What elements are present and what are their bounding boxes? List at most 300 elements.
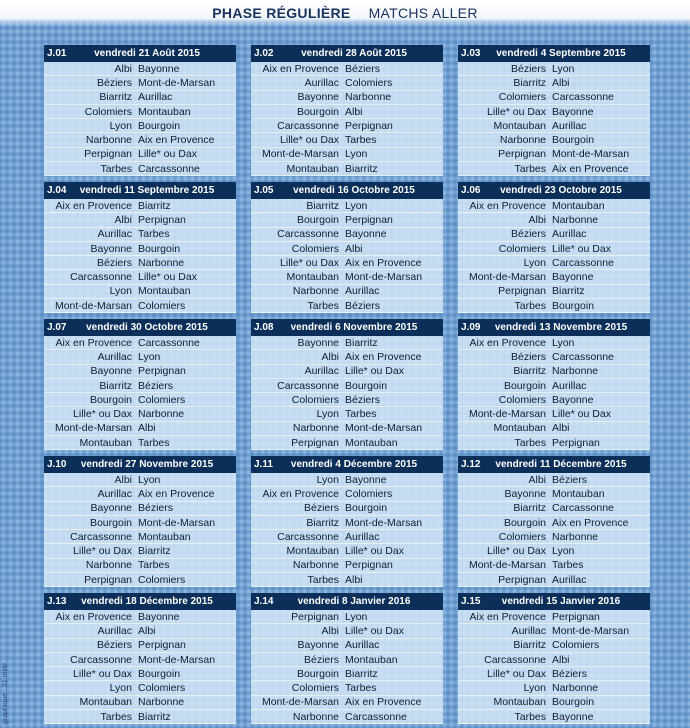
away-team: Mont-de-Marsan: [345, 271, 423, 284]
home-team: Bayonne: [297, 336, 339, 349]
away-team: Lyon: [345, 148, 368, 161]
round-header: [458, 319, 650, 336]
match-row: [458, 285, 650, 299]
round-header: [251, 45, 443, 62]
round-card: [44, 593, 236, 723]
match-row: [458, 544, 650, 558]
home-team: Bayonne: [90, 365, 132, 378]
home-team: Bourgoin: [503, 379, 546, 392]
away-team: Biarritz: [345, 667, 378, 680]
away-team: Perpignan: [345, 119, 393, 132]
home-team: Colomiers: [498, 91, 546, 104]
home-team: Mont-de-Marsan: [54, 422, 132, 435]
away-team: Carcassonne: [138, 162, 200, 175]
away-team: Biarritz: [138, 545, 171, 558]
match-row: [44, 473, 236, 487]
home-team: Bourgoin: [503, 516, 546, 529]
away-team: Biarritz: [345, 162, 378, 175]
home-team: Lille* ou Dax: [487, 545, 546, 558]
match-row: [458, 487, 650, 501]
away-team: Perpignan: [552, 436, 600, 449]
home-team: Mont-de-Marsan: [468, 559, 546, 572]
page-subtitle: MATCHS ALLER: [368, 5, 478, 21]
away-team: Lyon: [552, 336, 575, 349]
round-header: [44, 319, 236, 336]
away-team: Albi: [345, 573, 363, 586]
home-team: Béziers: [96, 639, 132, 652]
match-row: [44, 653, 236, 667]
match-row: [44, 62, 236, 76]
match-row: [458, 502, 650, 516]
round-number: J.10: [47, 459, 67, 470]
round-date: vendredi 11 Décembre 2015: [495, 459, 627, 470]
away-team: Carcassonne: [138, 336, 200, 349]
home-team: Aix en Provence: [469, 610, 546, 623]
away-team: Aurillac: [345, 285, 380, 298]
away-team: Narbonne: [552, 530, 599, 543]
match-row: [251, 559, 443, 573]
away-team: Aix en Provence: [345, 350, 422, 363]
match-row: [458, 573, 650, 587]
away-team: Perpignan: [345, 559, 393, 572]
away-team: Carcassonne: [552, 256, 614, 269]
round-number: J.07: [47, 322, 67, 333]
round-card: [251, 456, 443, 586]
match-row: [251, 379, 443, 393]
home-team: Mont-de-Marsan: [261, 148, 339, 161]
away-team: Colomiers: [138, 682, 186, 695]
home-team: Biarritz: [513, 502, 546, 515]
home-team: Bayonne: [504, 487, 546, 500]
match-row: [251, 639, 443, 653]
away-team: Béziers: [552, 473, 588, 486]
match-row: [251, 696, 443, 710]
round-card: [44, 319, 236, 449]
home-team: Aurillac: [97, 228, 132, 241]
match-row: [44, 76, 236, 90]
match-row: [458, 639, 650, 653]
match-row: [44, 299, 236, 313]
away-team: Bayonne: [552, 105, 594, 118]
away-team: Lyon: [345, 199, 368, 212]
match-row: [44, 228, 236, 242]
home-team: Lyon: [316, 408, 339, 421]
away-team: Perpignan: [138, 639, 186, 652]
home-team: Albi: [528, 473, 546, 486]
match-row: [458, 105, 650, 119]
match-row: [251, 119, 443, 133]
home-team: Narbonne: [85, 134, 132, 147]
home-team: Biarritz: [99, 91, 132, 104]
round-number: J.08: [254, 322, 274, 333]
away-team: Perpignan: [345, 213, 393, 226]
match-row: [458, 696, 650, 710]
match-row: [44, 544, 236, 558]
away-team: Aurillac: [345, 639, 380, 652]
away-team: Montauban: [552, 487, 605, 500]
match-row: [44, 667, 236, 681]
home-team: Carcassonne: [277, 379, 339, 392]
home-team: Aix en Provence: [262, 62, 339, 75]
home-team: Béziers: [510, 62, 546, 75]
home-team: Lyon: [109, 119, 132, 132]
home-team: Colomiers: [291, 682, 339, 695]
home-team: Lille* ou Dax: [73, 408, 132, 421]
home-team: Narbonne: [85, 559, 132, 572]
match-row: [44, 379, 236, 393]
match-row: [458, 681, 650, 695]
match-row: [458, 242, 650, 256]
round-date: vendredi 18 Décembre 2015: [81, 596, 213, 607]
match-row: [251, 502, 443, 516]
away-team: Aurillac: [345, 530, 380, 543]
match-row: [251, 530, 443, 544]
away-team: Mont-de-Marsan: [138, 516, 216, 529]
away-team: Aurillac: [552, 119, 587, 132]
round-card: [44, 45, 236, 175]
home-team: Biarritz: [513, 639, 546, 652]
away-team: Béziers: [345, 393, 381, 406]
away-team: Bourgoin: [138, 242, 181, 255]
round-date: vendredi 13 Novembre 2015: [494, 322, 628, 333]
away-team: Aix en Provence: [345, 256, 422, 269]
round-number: J.13: [47, 596, 67, 607]
home-team: Montauban: [286, 271, 339, 284]
home-team: Béziers: [96, 256, 132, 269]
home-team: Narbonne: [499, 134, 546, 147]
match-row: [458, 91, 650, 105]
home-team: Albi: [321, 624, 339, 637]
match-row: [251, 365, 443, 379]
match-row: [251, 162, 443, 176]
round-date: vendredi 8 Janvier 2016: [297, 596, 411, 607]
away-team: Bayonne: [552, 393, 594, 406]
home-team: Colomiers: [498, 393, 546, 406]
round-date: vendredi 6 Novembre 2015: [290, 322, 418, 333]
match-row: [44, 133, 236, 147]
match-row: [251, 681, 443, 695]
away-team: Perpignan: [138, 213, 186, 226]
round-header: [458, 593, 650, 610]
home-team: Lille* ou Dax: [280, 134, 339, 147]
home-team: Biarritz: [306, 516, 339, 529]
away-team: Montauban: [138, 105, 191, 118]
away-team: Perpignan: [552, 610, 600, 623]
home-team: Bayonne: [297, 91, 339, 104]
match-row: [251, 299, 443, 313]
match-row: [44, 559, 236, 573]
match-row: [458, 228, 650, 242]
home-team: Bayonne: [297, 639, 339, 652]
round-header: [44, 182, 236, 199]
match-row: [251, 336, 443, 350]
match-row: [458, 119, 650, 133]
home-team: Biarritz: [99, 379, 132, 392]
home-team: Tarbes: [514, 710, 546, 723]
home-team: Montauban: [286, 162, 339, 175]
away-team: Lyon: [138, 350, 161, 363]
match-row: [251, 573, 443, 587]
round-date: vendredi 27 Novembre 2015: [80, 459, 214, 470]
match-row: [251, 610, 443, 624]
match-row: [44, 285, 236, 299]
match-row: [44, 530, 236, 544]
away-team: Bourgoin: [552, 299, 595, 312]
round-card: [458, 182, 650, 312]
away-team: Colomiers: [138, 573, 186, 586]
away-team: Albi: [138, 624, 156, 637]
match-row: [44, 242, 236, 256]
match-row: [44, 365, 236, 379]
match-row: [458, 710, 650, 724]
home-team: Narbonne: [292, 285, 339, 298]
home-team: Perpignan: [84, 148, 132, 161]
match-row: [251, 544, 443, 558]
away-team: Lille* ou Dax: [552, 408, 611, 421]
home-team: Béziers: [510, 350, 546, 363]
match-row: [44, 639, 236, 653]
home-team: Aurillac: [97, 487, 132, 500]
round-number: J.04: [47, 185, 67, 196]
away-team: Aurillac: [552, 228, 587, 241]
round-header: [44, 593, 236, 610]
match-row: [44, 91, 236, 105]
home-team: Lille* ou Dax: [487, 105, 546, 118]
round-header: [44, 456, 236, 473]
home-team: Aix en Provence: [55, 199, 132, 212]
round-number: J.09: [461, 322, 481, 333]
home-team: Aurillac: [304, 76, 339, 89]
match-row: [251, 473, 443, 487]
home-team: Mont-de-Marsan: [54, 299, 132, 312]
round-header: [44, 45, 236, 62]
away-team: Béziers: [138, 502, 174, 515]
round-number: J.15: [461, 596, 481, 607]
away-team: Mont-de-Marsan: [345, 422, 423, 435]
home-team: Lyon: [109, 682, 132, 695]
home-team: Tarbes: [514, 299, 546, 312]
home-team: Colomiers: [84, 105, 132, 118]
home-team: Lille* ou Dax: [73, 667, 132, 680]
home-team: Lille* ou Dax: [280, 256, 339, 269]
match-row: [44, 516, 236, 530]
away-team: Mont-de-Marsan: [552, 148, 630, 161]
home-team: Perpignan: [498, 573, 546, 586]
home-team: Bourgoin: [296, 213, 339, 226]
home-team: Colomiers: [291, 242, 339, 255]
match-row: [251, 653, 443, 667]
home-team: Perpignan: [291, 610, 339, 623]
away-team: Colomiers: [138, 393, 186, 406]
home-team: Aurillac: [304, 365, 339, 378]
match-row: [458, 422, 650, 436]
match-row: [44, 487, 236, 501]
match-row: [44, 573, 236, 587]
away-team: Lyon: [552, 545, 575, 558]
home-team: Albi: [528, 213, 546, 226]
away-team: Tarbes: [138, 559, 170, 572]
home-team: Béziers: [510, 228, 546, 241]
round-header: [251, 593, 443, 610]
round-header: [458, 456, 650, 473]
match-row: [251, 516, 443, 530]
home-team: Tarbes: [100, 162, 132, 175]
round-card: [251, 319, 443, 449]
round-card: [44, 182, 236, 312]
away-team: Albi: [552, 653, 570, 666]
away-team: Colomiers: [345, 76, 393, 89]
home-team: Carcassonne: [277, 228, 339, 241]
home-team: Biarritz: [513, 76, 546, 89]
match-row: [251, 667, 443, 681]
round-date: vendredi 28 Août 2015: [301, 48, 407, 59]
away-team: Tarbes: [138, 228, 170, 241]
away-team: Mont-de-Marsan: [552, 624, 630, 637]
home-team: Lyon: [316, 473, 339, 486]
home-team: Narbonne: [292, 559, 339, 572]
match-row: [458, 148, 650, 162]
round-number: J.03: [461, 48, 481, 59]
away-team: Albi: [138, 422, 156, 435]
round-date: vendredi 21 Août 2015: [94, 48, 200, 59]
away-team: Narbonne: [345, 91, 392, 104]
away-team: Aurillac: [552, 379, 587, 392]
home-team: Tarbes: [514, 436, 546, 449]
match-row: [251, 710, 443, 724]
away-team: Bayonne: [345, 228, 387, 241]
match-row: [458, 473, 650, 487]
away-team: Mont-de-Marsan: [138, 76, 216, 89]
away-team: Tarbes: [345, 408, 377, 421]
away-team: Biarritz: [552, 285, 585, 298]
round-header: [251, 182, 443, 199]
title-bar: [0, 0, 690, 26]
away-team: Biarritz: [345, 336, 378, 349]
match-row: [458, 407, 650, 421]
away-team: Aurillac: [552, 573, 587, 586]
match-row: [458, 624, 650, 638]
away-team: Colomiers: [552, 639, 600, 652]
home-team: Tarbes: [307, 573, 339, 586]
round-header: [251, 319, 443, 336]
home-team: Colomiers: [498, 242, 546, 255]
match-row: [251, 407, 443, 421]
away-team: Mont-de-Marsan: [138, 653, 216, 666]
home-team: Bayonne: [90, 242, 132, 255]
away-team: Bayonne: [138, 62, 180, 75]
match-row: [251, 105, 443, 119]
home-team: Mont-de-Marsan: [468, 271, 546, 284]
away-team: Lille* ou Dax: [138, 271, 197, 284]
round-card: [251, 593, 443, 723]
round-date: vendredi 30 Octobre 2015: [86, 322, 208, 333]
match-row: [44, 696, 236, 710]
round-number: J.05: [254, 185, 274, 196]
home-team: Béziers: [303, 653, 339, 666]
away-team: Aix en Provence: [552, 516, 629, 529]
away-team: Aix en Provence: [138, 134, 215, 147]
match-row: [251, 62, 443, 76]
away-team: Carcassonne: [552, 91, 614, 104]
round-number: J.12: [461, 459, 481, 470]
away-team: Narbonne: [138, 256, 185, 269]
home-team: Narbonne: [292, 710, 339, 723]
home-team: Montauban: [493, 696, 546, 709]
round-number: J.14: [254, 596, 274, 607]
away-team: Lyon: [345, 610, 368, 623]
home-team: Mont-de-Marsan: [261, 696, 339, 709]
home-team: Montauban: [79, 696, 132, 709]
away-team: Tarbes: [345, 682, 377, 695]
away-team: Narbonne: [552, 213, 599, 226]
match-row: [458, 76, 650, 90]
home-team: Bourgoin: [89, 393, 132, 406]
round-date: vendredi 4 Décembre 2015: [290, 459, 418, 470]
match-row: [44, 393, 236, 407]
away-team: Montauban: [138, 285, 191, 298]
home-team: Tarbes: [307, 299, 339, 312]
home-team: Perpignan: [84, 573, 132, 586]
home-team: Lyon: [523, 682, 546, 695]
match-row: [44, 270, 236, 284]
away-team: Montauban: [345, 653, 398, 666]
away-team: Aix en Provence: [345, 696, 422, 709]
match-row: [458, 350, 650, 364]
match-row: [44, 148, 236, 162]
away-team: Bourgoin: [552, 134, 595, 147]
home-team: Colomiers: [291, 393, 339, 406]
round-card: [458, 45, 650, 175]
away-team: Carcassonne: [552, 502, 614, 515]
round-header: [251, 456, 443, 473]
match-row: [251, 148, 443, 162]
match-row: [251, 76, 443, 90]
match-row: [251, 393, 443, 407]
home-team: Biarritz: [306, 199, 339, 212]
match-row: [251, 436, 443, 450]
match-row: [458, 436, 650, 450]
match-row: [458, 379, 650, 393]
match-row: [44, 199, 236, 213]
home-team: Aix en Provence: [55, 336, 132, 349]
match-row: [251, 285, 443, 299]
match-row: [458, 530, 650, 544]
match-row: [458, 256, 650, 270]
away-team: Carcassonne: [552, 350, 614, 363]
away-team: Bourgoin: [138, 667, 181, 680]
home-team: Lyon: [523, 256, 546, 269]
match-row: [458, 299, 650, 313]
home-team: Perpignan: [498, 285, 546, 298]
round-number: J.02: [254, 48, 274, 59]
home-team: Mont-de-Marsan: [468, 408, 546, 421]
away-team: Lyon: [552, 62, 575, 75]
away-team: Carcassonne: [345, 710, 407, 723]
page-title: PHASE RÉGULIÈRE: [212, 5, 351, 21]
round-number: J.06: [461, 185, 481, 196]
away-team: Bourgoin: [345, 379, 388, 392]
round-header: [458, 182, 650, 199]
away-team: Tarbes: [345, 134, 377, 147]
match-row: [44, 436, 236, 450]
away-team: Tarbes: [138, 436, 170, 449]
match-row: [251, 228, 443, 242]
round-card: [458, 593, 650, 723]
match-row: [44, 350, 236, 364]
home-team: Carcassonne: [70, 530, 132, 543]
home-team: Tarbes: [514, 162, 546, 175]
round-date: vendredi 4 Septembre 2015: [496, 48, 626, 59]
